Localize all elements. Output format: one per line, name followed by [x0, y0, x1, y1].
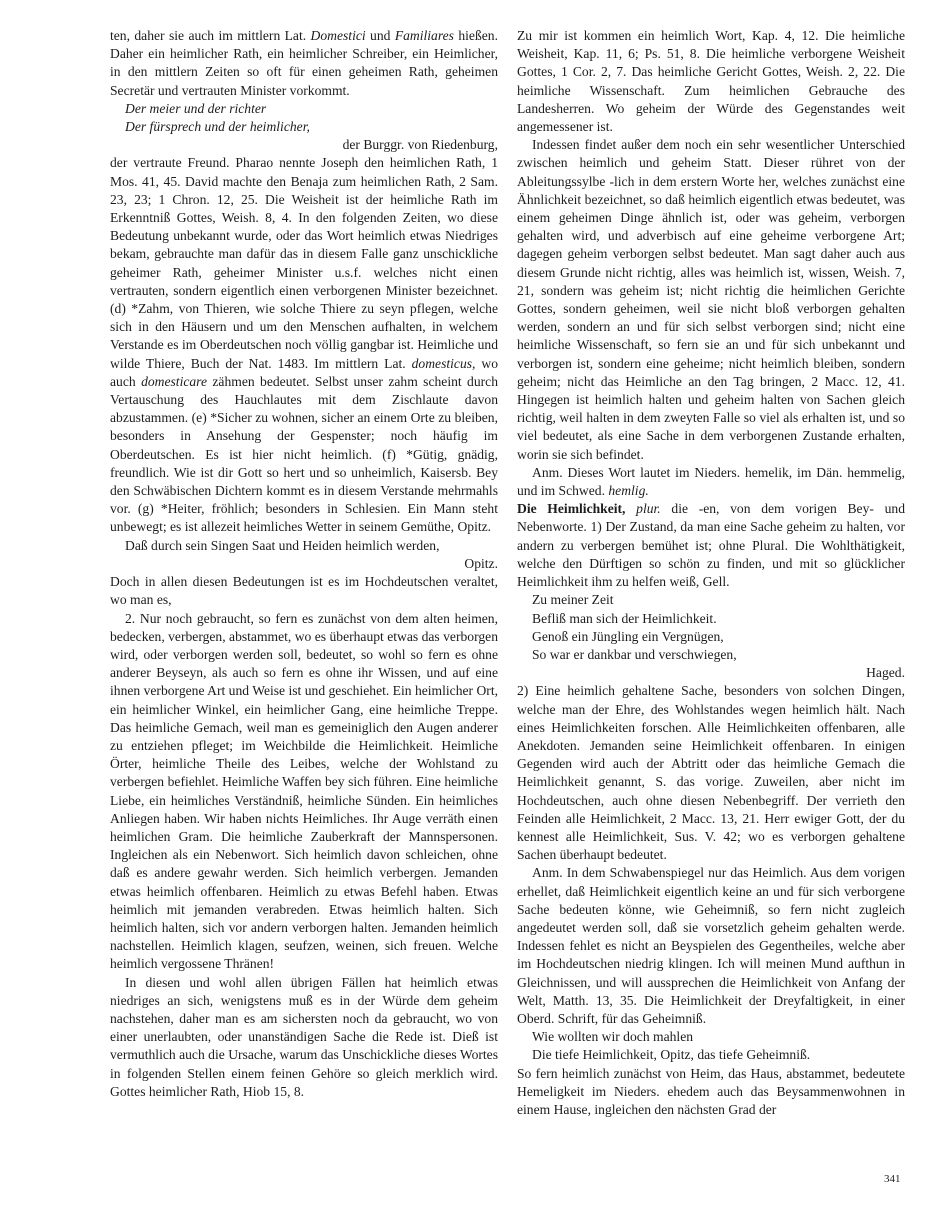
verse-line: Befliß man sich der Heimlichkeit. [532, 610, 717, 626]
verse-line: Der fürsprech und der heimlicher, [125, 119, 310, 135]
quote-source: der Burggr. von Riedenburg, [342, 137, 498, 153]
quote-source: Opitz. [464, 555, 498, 571]
annotation: Anm. In dem Schwabenspiegel nur das Heimlich. Aus dem vorigen erhellet, daß Heimlichkeit eigentlich keine an und für sich verborgene Sache bedeuten könne, wie Geheimniß, so fern nicht zugleich angedeutet werden soll, daß sie vorsetzlich geheim gehalten werde. Indessen fehlet es nicht an Beyspielen des Gegentheiles, welche aber im Hochdeutschen niedrig klingen. Ich will meinen Mund aufthun in Gleichnissen, und will aussprechen die Heimlichkeit von Anfang der Welt, Matth. 13, 35. Die Heimlichkeit der Dreyfaltigkeit, in einer Oberd. Schrift, für das Geheimniß. [517, 865, 905, 1026]
latin-term: domesticare [141, 373, 207, 389]
verse-line: Wie wollten wir doch mahlen [532, 1029, 694, 1045]
text: ten, daher sie auch im mittlern Lat. [110, 28, 311, 43]
quote-source: Haged. [866, 665, 905, 681]
paragraph: 2) Eine heimlich gehaltene Sache, besonders von solchen Dingen, welche man der Ehre, des Wohlstandes wegen heimlich hält. Nach eines Heimlichkeiten forschen. Alle Heimlichkeiten offenbaren, alle Anekdoten. Jemanden seine Heimlichkeit offenbaren. In einigen Gegenden wird auch der Abtritt oder das heimliche Gemach die Heimlichkeit genannt, S. das vorige. Zuweilen, aber nicht im Hochdeutschen, auch ohne diesen Nebenbegriff. Der verrieth den Feinden alle Heimlichkeit, 2 Macc. 13, 21. Herr ewiger Gott, der du kennest alle Heimlichkeit, Sus. V. 42; wo es verborgen gehaltene Sachen überhaupt bedeutet. [517, 683, 905, 863]
text: wo auch [110, 355, 498, 389]
annotation [517, 464, 905, 500]
verse-line: So war er dankbar und verschwiegen, [532, 646, 737, 662]
paragraph: In diesen und wohl allen übrigen Fällen hat heimlich etwas niedriges an sich, wenigstens muß es in der Würde dem geheim nachstehen, daher man es am sichersten noch da gebraucht, wo von einer unerlaubten, oder unanständigen Sache die Rede ist. Dieß ist vermuthlich auch die Ursache, warum das Unschickliche dieses Wortes in folgenden Stellen einem feinen Gehöre so gleich merklich wird. Gottes heimlicher Rath, Hiob 15, 8. [110, 974, 498, 1099]
right-column [517, 27, 905, 1119]
latin-term: Familiares [394, 28, 454, 43]
page-number: 341 [884, 1173, 901, 1185]
verse-line: Genoß ein Jüngling ein Vergnügen, [532, 628, 724, 644]
headword: Die Heimlichkeit, [517, 501, 626, 517]
verse-line: Daß durch sein Singen Saat und Heiden heimlich werden, [125, 537, 440, 553]
verse-line: Zu meiner Zeit [532, 592, 614, 608]
latin-term: domesticus, [411, 355, 476, 371]
text: Anm. Dieses Wort lautet im Nieders. hemelik, im Dän. hemmelig, und im Schwed. [517, 464, 905, 499]
paragraph: So fern heimlich zunächst von Heim, das Haus, abstammet, bedeutete Hemeligkeit im Nieders. ehedem auch das Beysammenwohnen in einem Hause, ingleichen den nächsten Grad der [517, 1065, 905, 1117]
paragraph [110, 27, 498, 100]
text: der vertraute Freund. Pharao nennte Joseph den heimlichen Rath, 1 Mos. 41, 45. David machte den Benaja zum heimlichen Rath, 2 Sam. 23, 23; 1 Chron. 12, 25. Die Weisheit ist der heimliche Rath im Erkenntniß Gottes, Weish. 8, 4. In den folgenden Zeiten, wo diese Bedeutung unbekannt wurde, oder das Wort heimlich etwas Niedriges bekam, gebrauchte man dafür das in diesem Falle ganz unschickliche geheimer Rath, geheimer Minister u.s.f. welches nicht einen vertrauten, sondern eigentlich einen verborgenen Minister bezeichnet. (d) *Zahm, von Thieren, wie solche Thiere zu seyn pflegen, welche sich in den Häusern und um den Menschen aufhalten, in welchem Verstande es im Oberdeutschen noch völlig gangbar ist. Heimliche und wilde Thiere, Buch der Nat. 1483. Im mittlern Lat. [110, 155, 498, 371]
latin-term: Domestici [310, 28, 366, 43]
paragraph: Indessen findet außer dem noch ein sehr wesentlicher Unterschied zwischen heimlich und geheim Statt. Dieser rühret von der Ableitungssylbe -lich in dem erstern Worte her, welches zunächst eine Ähnlichkeit bezeichnet, so daß heimlich eigentlich etwas bedeutet, was einem geheimen Dinge ähnlich ist, oder was geheim, verborgen gehalten wird, und adverbisch auf eine geheime verborgene Art; dagegen geheim verborgen selbst bedeutet. Man sagt daher auch aus diesem Grunde nicht richtig, alles was heimlich ist, wissen, Weish. 7, 21, sondern was geheim ist; nicht richtig die heimlichen Gerichte Gottes, sondern geheimen, weil sie nicht bloß verborgen gehalten werden, sondern an und für sich selbst verborgen sind; nicht eine heimliche Wissenschaft, so fern sie an und für sich unbekannt und verborgen ist, sondern eine geheime; nicht heimlich bleiben, sondern geheim; nicht das Heimliche an den Tag bringen, 2 Macc. 12, 41. Hingegen ist heimlich halten und geheim halten von Sachen gleich richtig, weil halten in dem zweyten Falle so viel als erhalten ist, und so viel bedeutet, als eine Sache in dem verborgenen Zustande erhalten, worin sie sich befindet. [517, 137, 905, 462]
text: und [365, 28, 395, 43]
swedish-term: hemlig. [608, 483, 649, 499]
paragraph: 2. Nur noch gebraucht, so fern es zunächst von dem alten heimen, bedecken, verbergen, abstammet, wo es überhaupt etwas das verborgen wird, oder verborgen werden soll, bedeutet, so wohl so fern es ohne anderer Beyseyn, als auch so fern es ohne ihr Wissen, und auf eine ihnen verborgene Art und Weise ist und geschiehet. Ein heimlicher Ort, ein heimlicher Winkel, ein heimlicher Gang, eine heimliche Treppe. Das heimliche Gemach, weil man es gemeiniglich den Augen anderer zu entziehen pfleget; im Weichbilde die Heimlichkeit. Heimliche Örter, heimliche Theile des Leibes, welche der Wohlstand zu verbergen befiehlet. Heimliche Waffen bey sich führen. Eine heimliche Liebe, ein heimliches Verständniß, heimliche Sünden. Ein heimliches Anliegen haben. Wir haben nichts Heimliches. Ihr Auge verräth einen heimlichen Gram. Die heimliche Zauberkraft der Mannspersonen. Ingleichen als ein Nebenwort. Sich heimlich davon schleichen, ohne daß es andere gewahr werden. Sich heimlich verbergen. Jemanden etwas heimlich offenbaren. Heimlich zu etwas Befehl haben. Etwas heimlich mit jemanden verabreden. Etwas heimlich halten. Sich heimlich halten, sich vor andern verborgen halten. Jemanden heimlich nachstellen. Heimlich klagen, seufzen, weinen, sich freuen. Welche heimlich vergossene Thränen! [110, 610, 498, 972]
text: zähmen bedeutet. Selbst unser zahm scheint durch Vertauschung des Hauchlautes mit dem Zischlaute davon abzustammen. (e) *Sicher zu wohnen, sicher an einem Orte zu bleiben, besonders in Ansehung der Gespenster; noch häufig im Oberdeutschen. Es ist hier nicht heimlich. (f) *Gütig, gnädig, freundlich. Wie ist dir Gott so hert und so unheimlich, Kaisersb. Bey den Schwäbischen Dichtern kommt es in diesem Verstande mehrmahls vor. (g) *Heiter, fröhlich; besonders in Schlesien. Ein Mann steht unbewegt; es ist allezeit heimliches Wetter in seinem Gemüthe, Opitz. [110, 373, 499, 535]
text: die -en, von dem vorigen Bey- und Nebenworte. 1) Der Zustand, da man eine Sache geheim zu halten, vor andern zu verbergen bemühet ist; ohne Plural. Die Wohlthätigkeit, welche den Dürftigen so schön zu finden, und mit so glücklicher Heimlichkeit ihm zu helfen weiß, Gell. [517, 501, 905, 590]
verse-line: Der meier und der richter [125, 100, 267, 116]
paragraph: Zu mir ist kommen ein heimlich Wort, Kap. 4, 12. Die heimliche Weisheit, Kap. 11, 6; Ps. 51, 8. Die heimliche verborgene Weisheit Gottes, 1 Cor. 2, 7. Das heimliche Gericht Gottes, Weish. 2, 22. Die heimliche Wissenschaft. Zum heimlichen Gebrauche des Landesherren. Wo geheim der Würde des Gegenstandes weit angemessener ist. [517, 28, 905, 135]
verse-line: Die tiefe Heimlichkeit, Opitz, das tiefe Geheimniß. [532, 1047, 811, 1063]
text: hießen. Daher ein heimlicher Rath, ein heimlicher Schreiber, ein Heimlicher, in den mittlern Zeiten so oft für einen geheimen Rath, geheimen Secretär und vertrauten Minister vorkommt. [110, 28, 498, 98]
dictionary-entry [517, 500, 905, 591]
paragraph [110, 154, 498, 536]
left-column [110, 27, 498, 1101]
grammar-abbrev: plur. [636, 501, 661, 517]
paragraph: Doch in allen diesen Bedeutungen ist es im Hochdeutschen veraltet, wo man es, [110, 574, 498, 608]
